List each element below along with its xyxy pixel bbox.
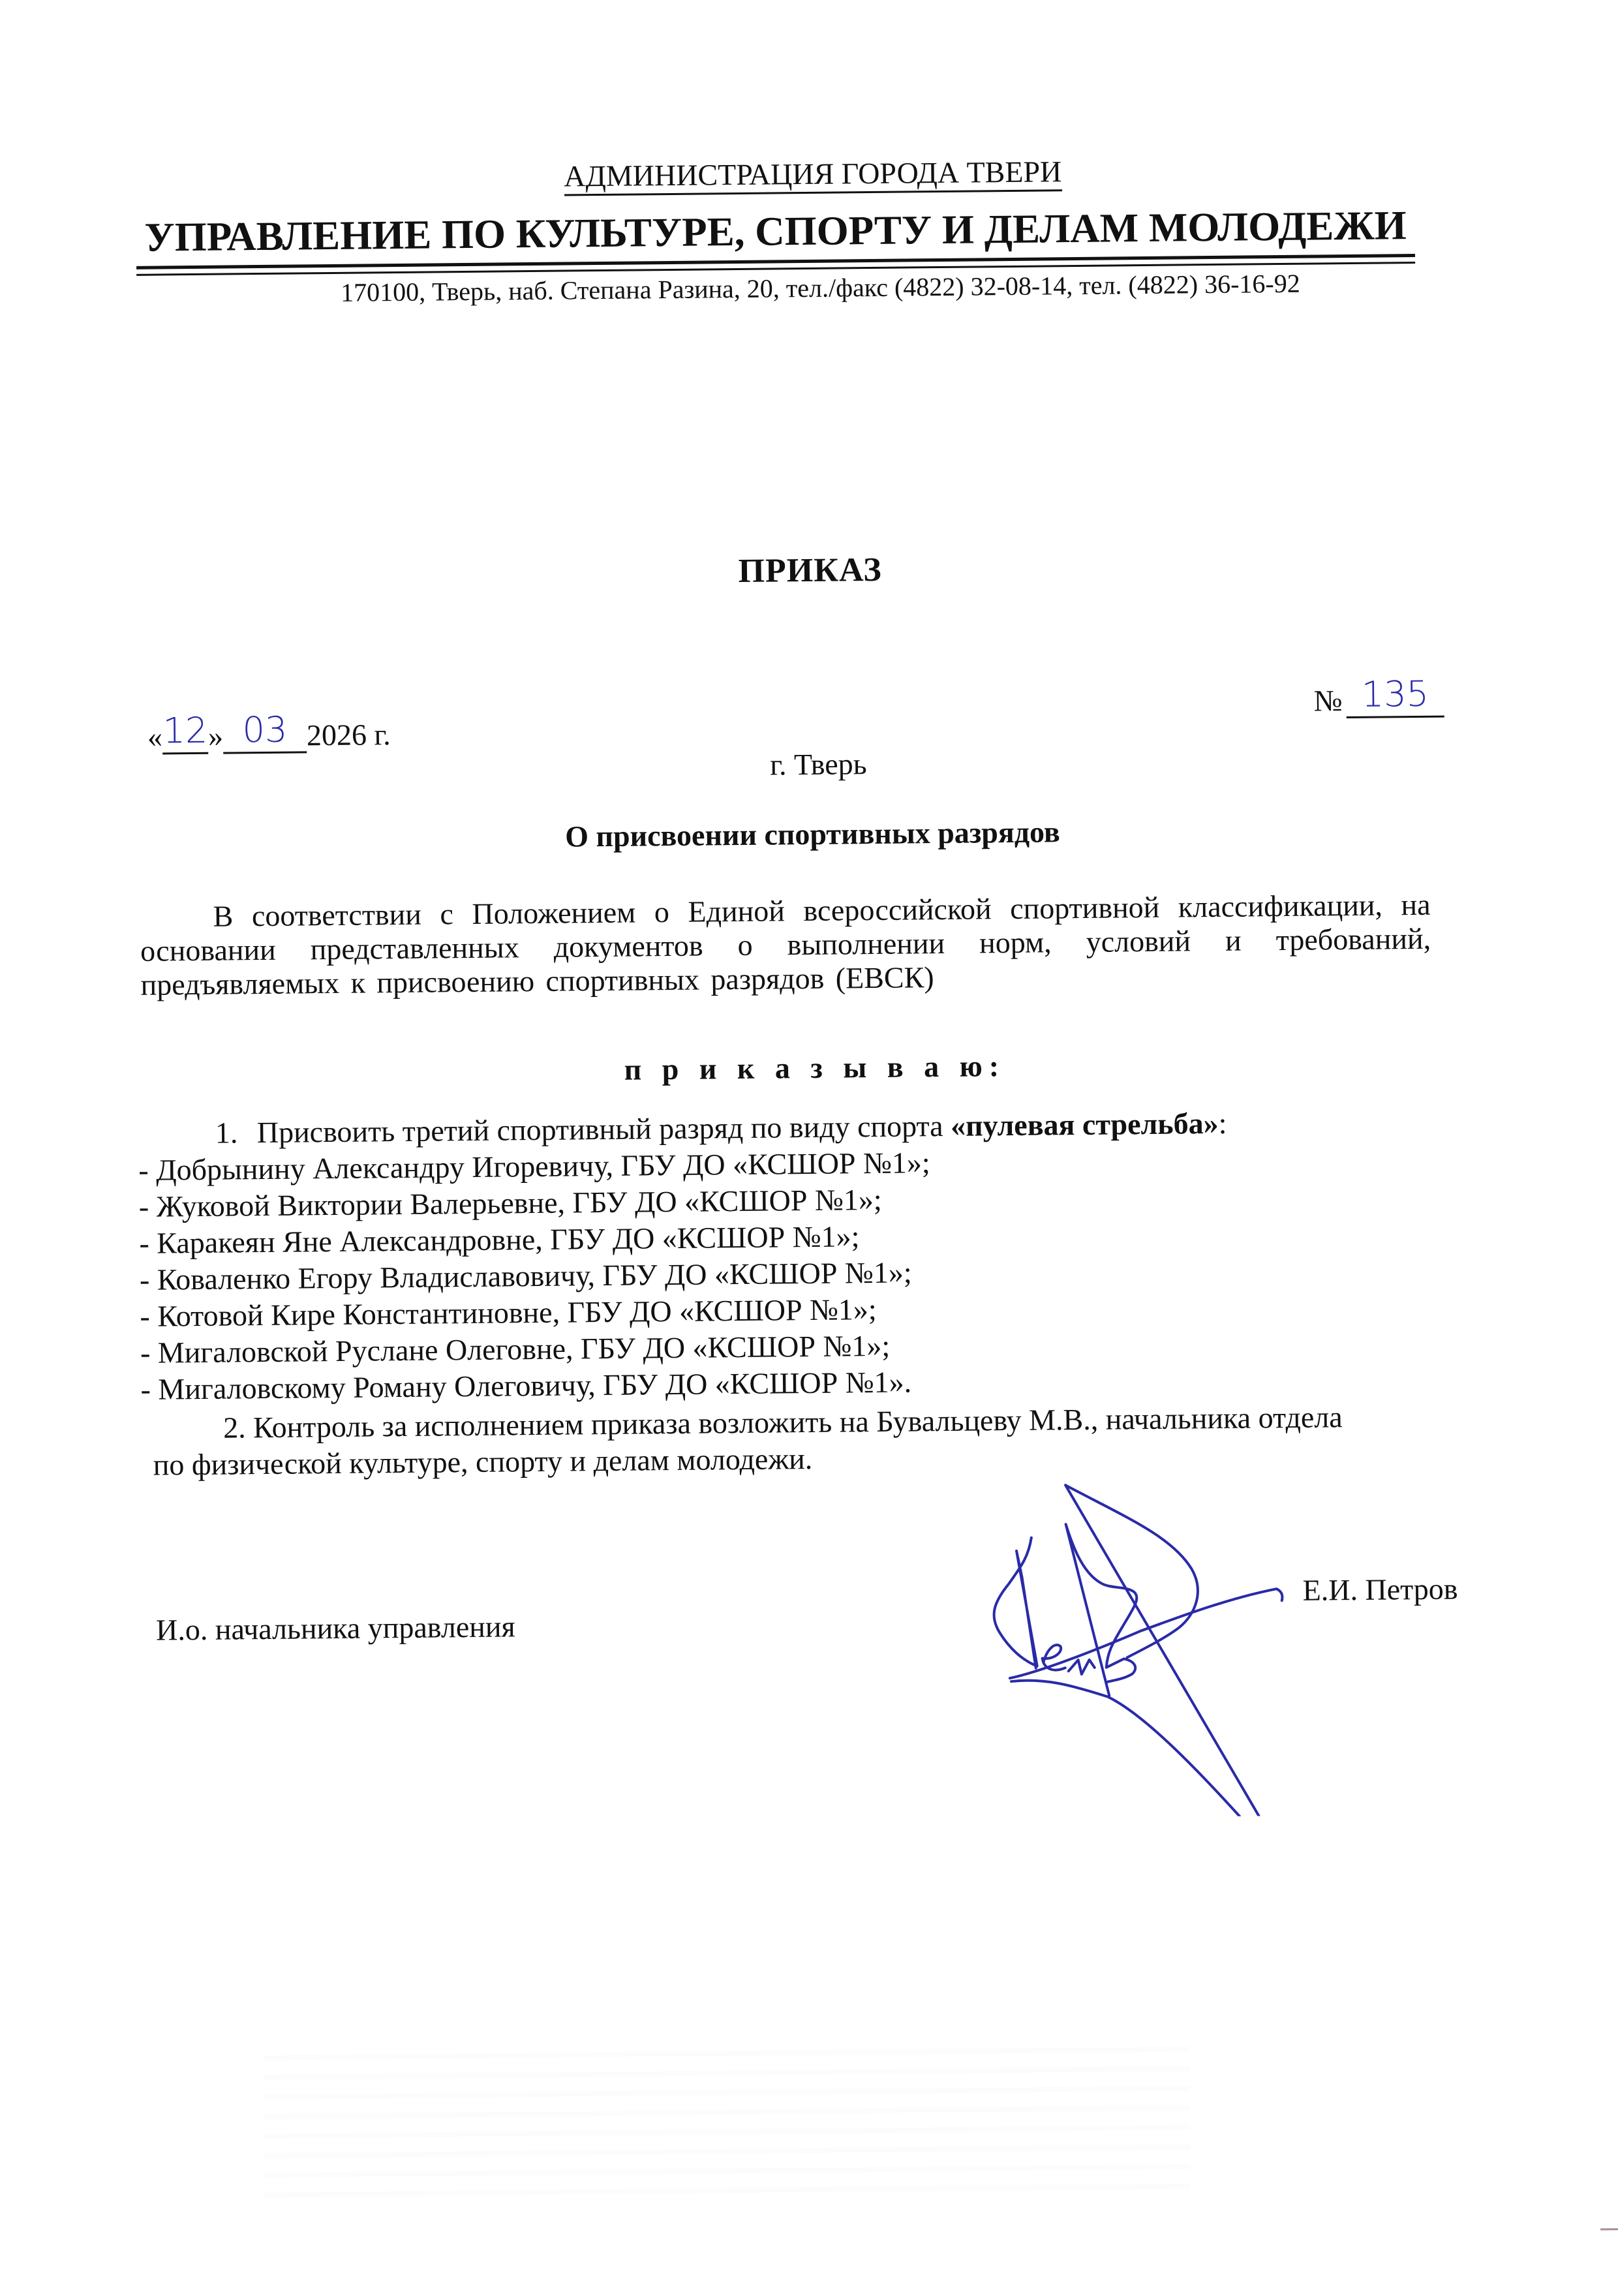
signatory-position: И.о. начальника управления (155, 1610, 515, 1647)
order-item-2: 2. Контроль за исполнением приказа возложить на Бувальцеву М.В., начальника отдела (222, 1400, 1343, 1445)
item-1-number: 1. (215, 1116, 238, 1150)
signature-stroke-loop (993, 1538, 1037, 1669)
administration-header (0, 149, 1618, 199)
preamble-paragraph: В соответствии с Положением о Единой всероссийской спортивной классификации, на основании представленных документов о выполнении норм, условий и требований, предъявляемых к присвоению спортивных разрядов (ЕВСК) (140, 887, 1431, 1002)
number-field (1346, 673, 1444, 718)
paper-show-through (263, 2032, 1191, 2197)
date-year: 2026 г. (306, 718, 391, 752)
date-open-quote: « (147, 720, 163, 754)
list-item: - Мигаловскому Роману Олеговичу, ГБУ ДО «КСШОР №1». (140, 1365, 912, 1406)
order-items (138, 1103, 1512, 1484)
list-item: - Коваленко Егору Владиславовичу, ГБУ ДО «КСШОР №1»; (139, 1255, 912, 1296)
document-city: г. Тверь (770, 747, 867, 782)
handwritten-signature (969, 1450, 1364, 1819)
item-1-sport: «пулевая стрельба» (950, 1106, 1219, 1142)
date-day-handwritten: 12 (162, 709, 208, 752)
list-item: - Каракеян Яне Александровне, ГБУ ДО «КСШОР №1»; (139, 1219, 860, 1260)
decree-word: п р и к а з ы в а ю: (624, 1049, 1006, 1086)
date-day-field (162, 709, 209, 755)
document-type-title: ПРИКАЗ (738, 551, 882, 590)
item-1-text: Присвоить третий спортивный разряд по виду спорта (256, 1109, 951, 1150)
signature-stroke-base (1011, 1678, 1240, 1818)
list-item: - Добрынину Александру Игоревичу, ГБУ ДО «КСШОР №1»; (138, 1146, 930, 1187)
signature-stroke-m (1069, 1660, 1095, 1674)
list-item: - Жуковой Виктории Валерьевне, ГБУ ДО «КСШОР №1»; (138, 1182, 882, 1223)
date-month-field (223, 709, 307, 754)
signatory-name: Е.И. Петров (1302, 1572, 1458, 1607)
number-handwritten: 135 (1361, 673, 1429, 715)
order-number (1313, 673, 1444, 719)
order-date (147, 709, 391, 755)
item-1-suffix: : (1218, 1106, 1227, 1140)
department-address: 170100, Тверь, наб. Степана Разина, 20, тел./факс (4822) 32-08-14, тел. (4822) 36-16-92 (340, 268, 1300, 307)
scan-edge-mark (1600, 2228, 1618, 2230)
administration-name: АДМИНИСТРАЦИЯ ГОРОДА ТВЕРИ (564, 155, 1062, 196)
date-close-quote: » (207, 719, 224, 753)
department-name: УПРАВЛЕНИЕ ПО КУЛЬТУРЕ, СПОРТУ И ДЕЛАМ МОЛОДЕЖИ (144, 202, 1407, 260)
signature-stroke-cross (1009, 1589, 1283, 1678)
list-item: - Котовой Кире Константиновне, ГБУ ДО «КСШОР №1»; (140, 1293, 877, 1333)
number-label: № (1313, 684, 1343, 718)
list-item: - Мигаловской Руслане Олеговне, ГБУ ДО «КСШОР №1»; (140, 1328, 891, 1370)
order-item-2-continuation: по физической культуре, спорту и делам молодежи. (153, 1441, 813, 1482)
document-subject: О присвоении спортивных разрядов (564, 815, 1060, 853)
date-month-handwritten: 03 (242, 709, 288, 751)
